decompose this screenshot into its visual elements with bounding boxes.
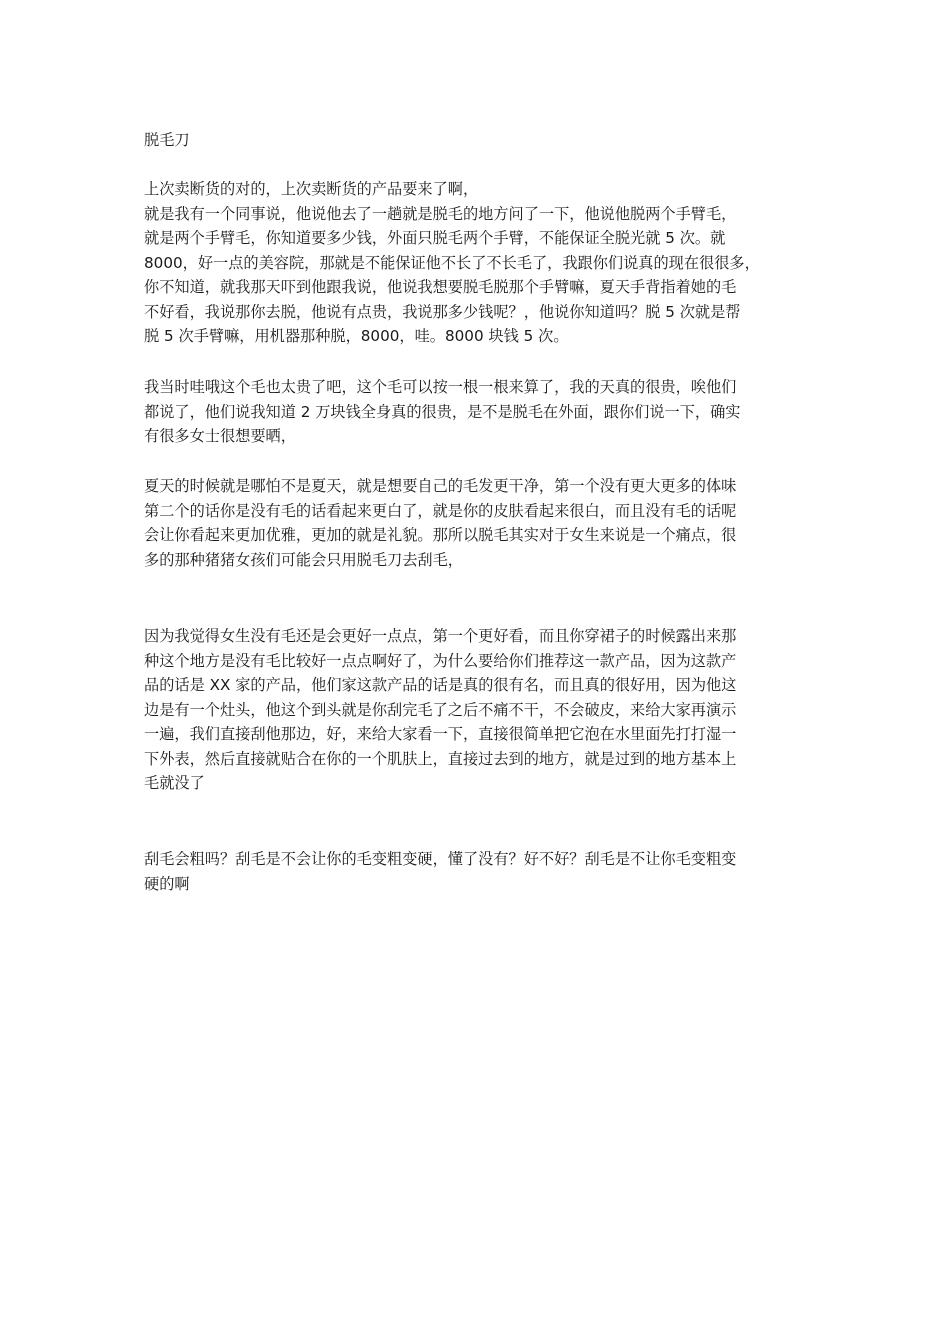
text-line: 种这个地方是没有毛比较好一点点啊好了，为什么要给你们推荐这一款产品，因为这款产: [144, 651, 737, 670]
text-line: 有很多女士很想要晒，: [144, 427, 296, 445]
text-line: 不好看，我说那你去脱，他说有点贵，我说那多少钱呢？，他说你知道吗？脱 5 次就是帮: [144, 302, 741, 321]
paragraph-2: [144, 375, 816, 449]
text-line: 就是两个手臂毛，你知道要多少钱，外面只脱毛两个手臂，不能保证全脱光就 5 次。就: [144, 229, 726, 247]
text-line: 边是有一个灶头，他这个到头就是你刮完毛了之后不痛不干，不会破皮，来给大家再演示: [144, 700, 737, 719]
text-line: 因为我觉得女生没有毛还是会更好一点点，第一个更好看，而且你穿裙子的时候露出来那: [144, 627, 737, 645]
text-line: 脱 5 次手臂嘛，用机器那种脱，8000，哇。8000 块钱 5 次。: [144, 327, 569, 345]
text-line: 就是我有一个同事说，他说他去了一趟就是脱毛的地方问了一下，他说他脱两个手臂毛，: [144, 204, 737, 223]
paragraph-4: [144, 624, 816, 796]
paragraph-5: [144, 847, 816, 896]
text-line: 夏天的时候就是哪怕不是夏天，就是想要自己的毛发更干净，第一个没有更大更多的体味: [144, 477, 737, 495]
document-page: [144, 0, 816, 1344]
text-line: 你不知道，就我那天吓到他跟我说，他说我想要脱毛脱那个手臂嘛，夏天手背指着她的毛: [144, 278, 737, 296]
text-line: 第二个的话你是没有毛的话看起来更白了，就是你的皮肤看起来很白，而且没有毛的话呢: [144, 501, 737, 520]
text-line: 硬的啊: [144, 874, 190, 893]
document-title: [144, 128, 816, 153]
text-line: 多的那种猪猪女孩们可能会只用脱毛刀去刮毛，: [144, 550, 463, 569]
text-line: 刮毛会粗吗？刮毛是不会让你的毛变粗变硬，懂了没有？好不好？刮毛是不让你毛变粗变: [144, 850, 737, 868]
text-line: 会让你看起来更加优雅，更加的就是礼貌。那所以脱毛其实对于女生来说是一个痛点，很: [144, 526, 737, 544]
text-line: 一遍，我们直接刮他那边，好，来给大家看一下，直接很简单把它泡在水里面先打打湿一: [144, 725, 737, 743]
text-line: 毛就没了: [144, 774, 205, 792]
paragraph-3: [144, 474, 816, 572]
text-line: 上次卖断货的对的，上次卖断货的产品要来了啊，: [144, 180, 479, 198]
paragraph-1: [144, 177, 816, 349]
text-line: 下外表，然后直接就贴合在你的一个肌肤上，直接过去到的地方，就是过到的地方基本上: [144, 749, 737, 768]
text-line: 都说了，他们说我知道 2 万块钱全身真的很贵，是不是脱毛在外面，跟你们说一下，确实: [144, 402, 741, 421]
text-line: 品的话是 XX 家的产品，他们家这款产品的话是真的很有名，而且真的很好用，因为他这: [144, 676, 737, 694]
text-line: 我当时哇哦这个毛也太贵了吧，这个毛可以按一根一根来算了，我的天真的很贵，唉他们: [144, 378, 737, 396]
text-line: 8000，好一点的美容院，那就是不能保证他不长了不长毛了，我跟你们说真的现在很很多，: [144, 253, 760, 272]
text-line: 脱毛刀: [144, 131, 190, 149]
